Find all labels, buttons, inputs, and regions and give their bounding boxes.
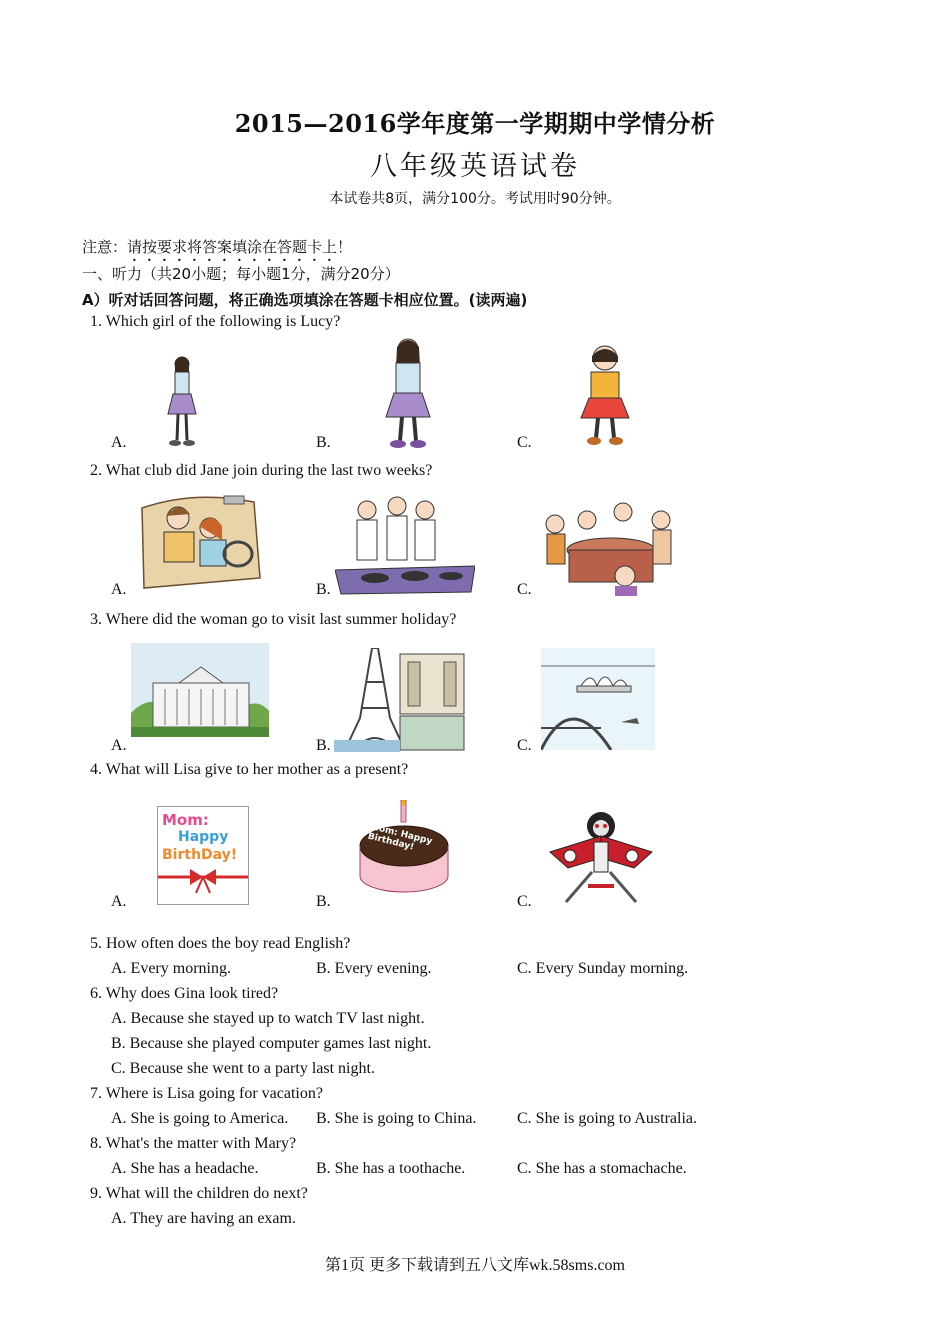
exam-subtitle: 八年级英语试卷 bbox=[370, 151, 580, 182]
page-footer: 第1页 更多下载请到五八文库wk.58sms.com bbox=[324, 1257, 625, 1274]
option-label-a: A. bbox=[111, 893, 127, 910]
exam-info: 本试卷共8页，满分100分。考试用时90分钟。 bbox=[329, 191, 621, 207]
sydney-image bbox=[541, 648, 655, 750]
part-a-heading: A）听对话回答问题，将正确选项填涂在答题卡相应位置。(读两遍) bbox=[82, 291, 528, 309]
option-a: A. She is going to America. bbox=[111, 1110, 289, 1127]
notice-suffix: ！ bbox=[337, 238, 353, 256]
question-5 bbox=[90, 935, 350, 953]
option-label-b: B. bbox=[316, 893, 331, 910]
question-6 bbox=[90, 985, 278, 1003]
card-text-happy: Happy bbox=[178, 829, 229, 845]
option-label-b: B. bbox=[316, 581, 331, 598]
option-b: B. Because she played computer games last night. bbox=[111, 1035, 432, 1052]
card-text-birthday: BirthDay! bbox=[162, 847, 238, 863]
section-heading: 一、听力（共20小题；每小题1分，满分20分） bbox=[82, 265, 400, 283]
cooking-image bbox=[335, 488, 475, 596]
question-text: How often does the boy read English? bbox=[106, 935, 351, 952]
option-b: B. She has a toothache. bbox=[316, 1160, 466, 1177]
option-label-b: B. bbox=[316, 737, 331, 754]
option-label-a: A. bbox=[111, 737, 127, 754]
option-label-c: C. bbox=[517, 737, 532, 754]
question-text: Where is Lisa going for vacation? bbox=[105, 1085, 323, 1102]
question-4 bbox=[90, 761, 408, 779]
notice-prefix: 注意： bbox=[82, 238, 128, 256]
question-text: What will Lisa give to her mother as a present? bbox=[105, 761, 409, 778]
option-a: A. Because she stayed up to watch TV last night. bbox=[111, 1010, 425, 1027]
question-8 bbox=[90, 1135, 296, 1153]
girl-c-image bbox=[565, 340, 645, 448]
question-number: 8. bbox=[90, 1135, 102, 1152]
question-number: 1. bbox=[90, 313, 102, 330]
option-label-a: A. bbox=[111, 434, 127, 451]
option-a: A. She has a headache. bbox=[111, 1160, 259, 1177]
option-a: A. Every morning. bbox=[111, 960, 231, 977]
option-label-c: C. bbox=[517, 893, 532, 910]
question-number: 6. bbox=[90, 985, 102, 1002]
paris-image bbox=[334, 648, 466, 752]
option-label-c: C. bbox=[517, 434, 532, 451]
option-c: C. Every Sunday morning. bbox=[517, 960, 689, 977]
option-b: B. She is going to China. bbox=[316, 1110, 477, 1127]
question-2 bbox=[90, 462, 432, 480]
question-text: What's the matter with Mary? bbox=[105, 1135, 297, 1152]
question-number: 3. bbox=[90, 611, 102, 628]
option-c: C. Because she went to a party last night. bbox=[111, 1060, 375, 1077]
question-text: Which girl of the following is Lucy? bbox=[105, 313, 341, 330]
ribbon-icon bbox=[158, 867, 248, 897]
question-text: Why does Gina look tired? bbox=[105, 985, 279, 1002]
cake-text: Mom: Happy Birthday! bbox=[366, 821, 434, 853]
question-number: 2. bbox=[90, 462, 102, 479]
option-label-a: A. bbox=[111, 581, 127, 598]
question-number: 4. bbox=[90, 761, 102, 778]
option-c: C. She has a stomachache. bbox=[517, 1160, 687, 1177]
option-c: C. She is going to Australia. bbox=[517, 1110, 697, 1127]
white-house-image bbox=[131, 643, 269, 737]
girl-a-image bbox=[130, 352, 240, 452]
card-text-mom: Mom: bbox=[162, 811, 209, 829]
notice bbox=[82, 236, 352, 265]
notice-emphasized: 请按要求将答案填涂在答题卡上 bbox=[127, 238, 338, 256]
party-image bbox=[535, 496, 683, 596]
driving-image bbox=[134, 488, 266, 596]
question-number: 5. bbox=[90, 935, 102, 952]
option-label-c: C. bbox=[517, 581, 532, 598]
question-7 bbox=[90, 1085, 323, 1103]
option-a: A. They are having an exam. bbox=[111, 1210, 296, 1227]
question-text: What will the children do next? bbox=[105, 1185, 308, 1202]
question-number: 9. bbox=[90, 1185, 102, 1202]
question-number: 7. bbox=[90, 1085, 102, 1102]
option-label-b: B. bbox=[316, 434, 331, 451]
question-1 bbox=[90, 313, 340, 331]
question-text: Where did the woman go to visit last summer holiday? bbox=[105, 611, 457, 628]
option-b: B. Every evening. bbox=[316, 960, 432, 977]
birthday-card-image bbox=[157, 806, 249, 905]
exam-title: 2015—2016学年度第一学期期中学情分析 bbox=[234, 109, 716, 138]
question-9 bbox=[90, 1185, 308, 1203]
question-3 bbox=[90, 611, 456, 629]
kite-image bbox=[548, 806, 654, 906]
question-text: What club did Jane join during the last two weeks? bbox=[105, 462, 433, 479]
girl-b-image bbox=[360, 333, 460, 451]
